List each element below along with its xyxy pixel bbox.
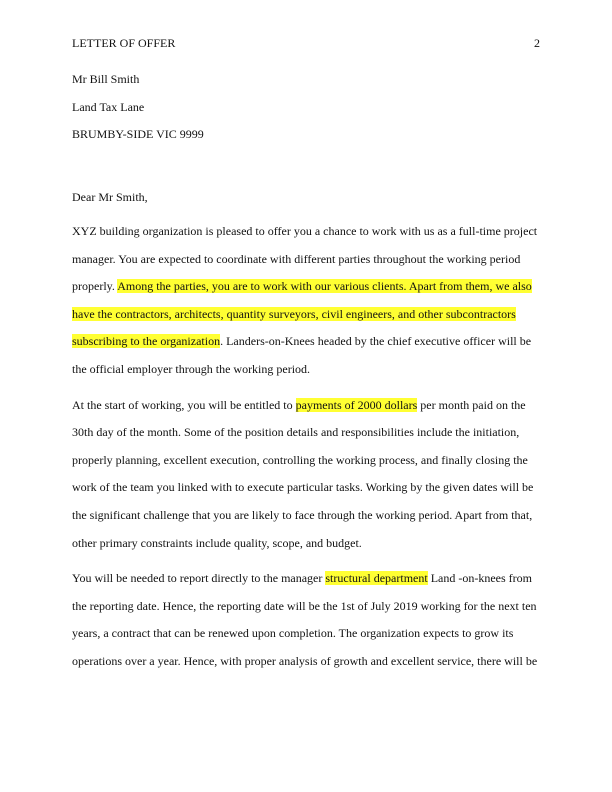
paragraph-3-text-a: You will be needed to report directly to the manager bbox=[72, 571, 326, 586]
recipient-name: Mr Bill Smith bbox=[72, 72, 140, 86]
paragraph-3-highlight: structural department bbox=[325, 571, 428, 586]
running-header-title: LETTER OF OFFER bbox=[72, 36, 176, 50]
recipient-street: Land Tax Lane bbox=[72, 99, 145, 114]
paragraph-2-text-a: At the start of working, you will be entitled to bbox=[72, 397, 296, 412]
letter-body bbox=[72, 218, 540, 684]
paragraph-1-text-a: XYZ building organization is pleased to offer you a chance to work with us as a full-time project manager. You are expected to coordinate with different parties throughout the working period properly. bbox=[72, 224, 538, 294]
paragraph-1-highlight: Among the parties, you are to work with our various clients. Apart from them, we also have the contractors, architects, quantity surveyors, civil engineers, and other subcontractors subscribing to the organization bbox=[72, 279, 532, 349]
page-number: 2 bbox=[534, 36, 540, 50]
recipient-city: BRUMBY-SIDE VIC 9999 bbox=[72, 127, 204, 141]
recipient-address-block bbox=[72, 72, 542, 155]
paragraph-3 bbox=[72, 565, 540, 675]
paragraph-2-text-b: per month paid on the 30th day of the month. Some of the position details and responsibilities include the initiation, properly planning, excellent execution, controlling the working process, and finally closing the work of the team you linked with to execute particular tasks. Working by the given dates will be the significant challenge that you are likely to face through the working period. Apart from that, other primary constraints include quality, scope, and budget. bbox=[72, 397, 534, 550]
paragraph-2 bbox=[72, 392, 540, 558]
paragraph-2-highlight: payments of 2000 dollars bbox=[295, 397, 418, 412]
salutation: Dear Mr Smith, bbox=[72, 190, 148, 204]
paragraph-3-text-b: Land -on-knees from the reporting date. Hence, the reporting date will be the 1st of July 2019 working for the next ten years, a contract that can be renewed upon completion. The organization expects to grow its operations over a year. Hence, with proper analysis of growth and excellent service, there will be bbox=[72, 571, 538, 668]
paragraph-1 bbox=[72, 218, 540, 384]
paragraph-1-text-b: . Landers-on-Knees headed by the chief executive officer will be the official employer through the working period. bbox=[72, 334, 532, 376]
